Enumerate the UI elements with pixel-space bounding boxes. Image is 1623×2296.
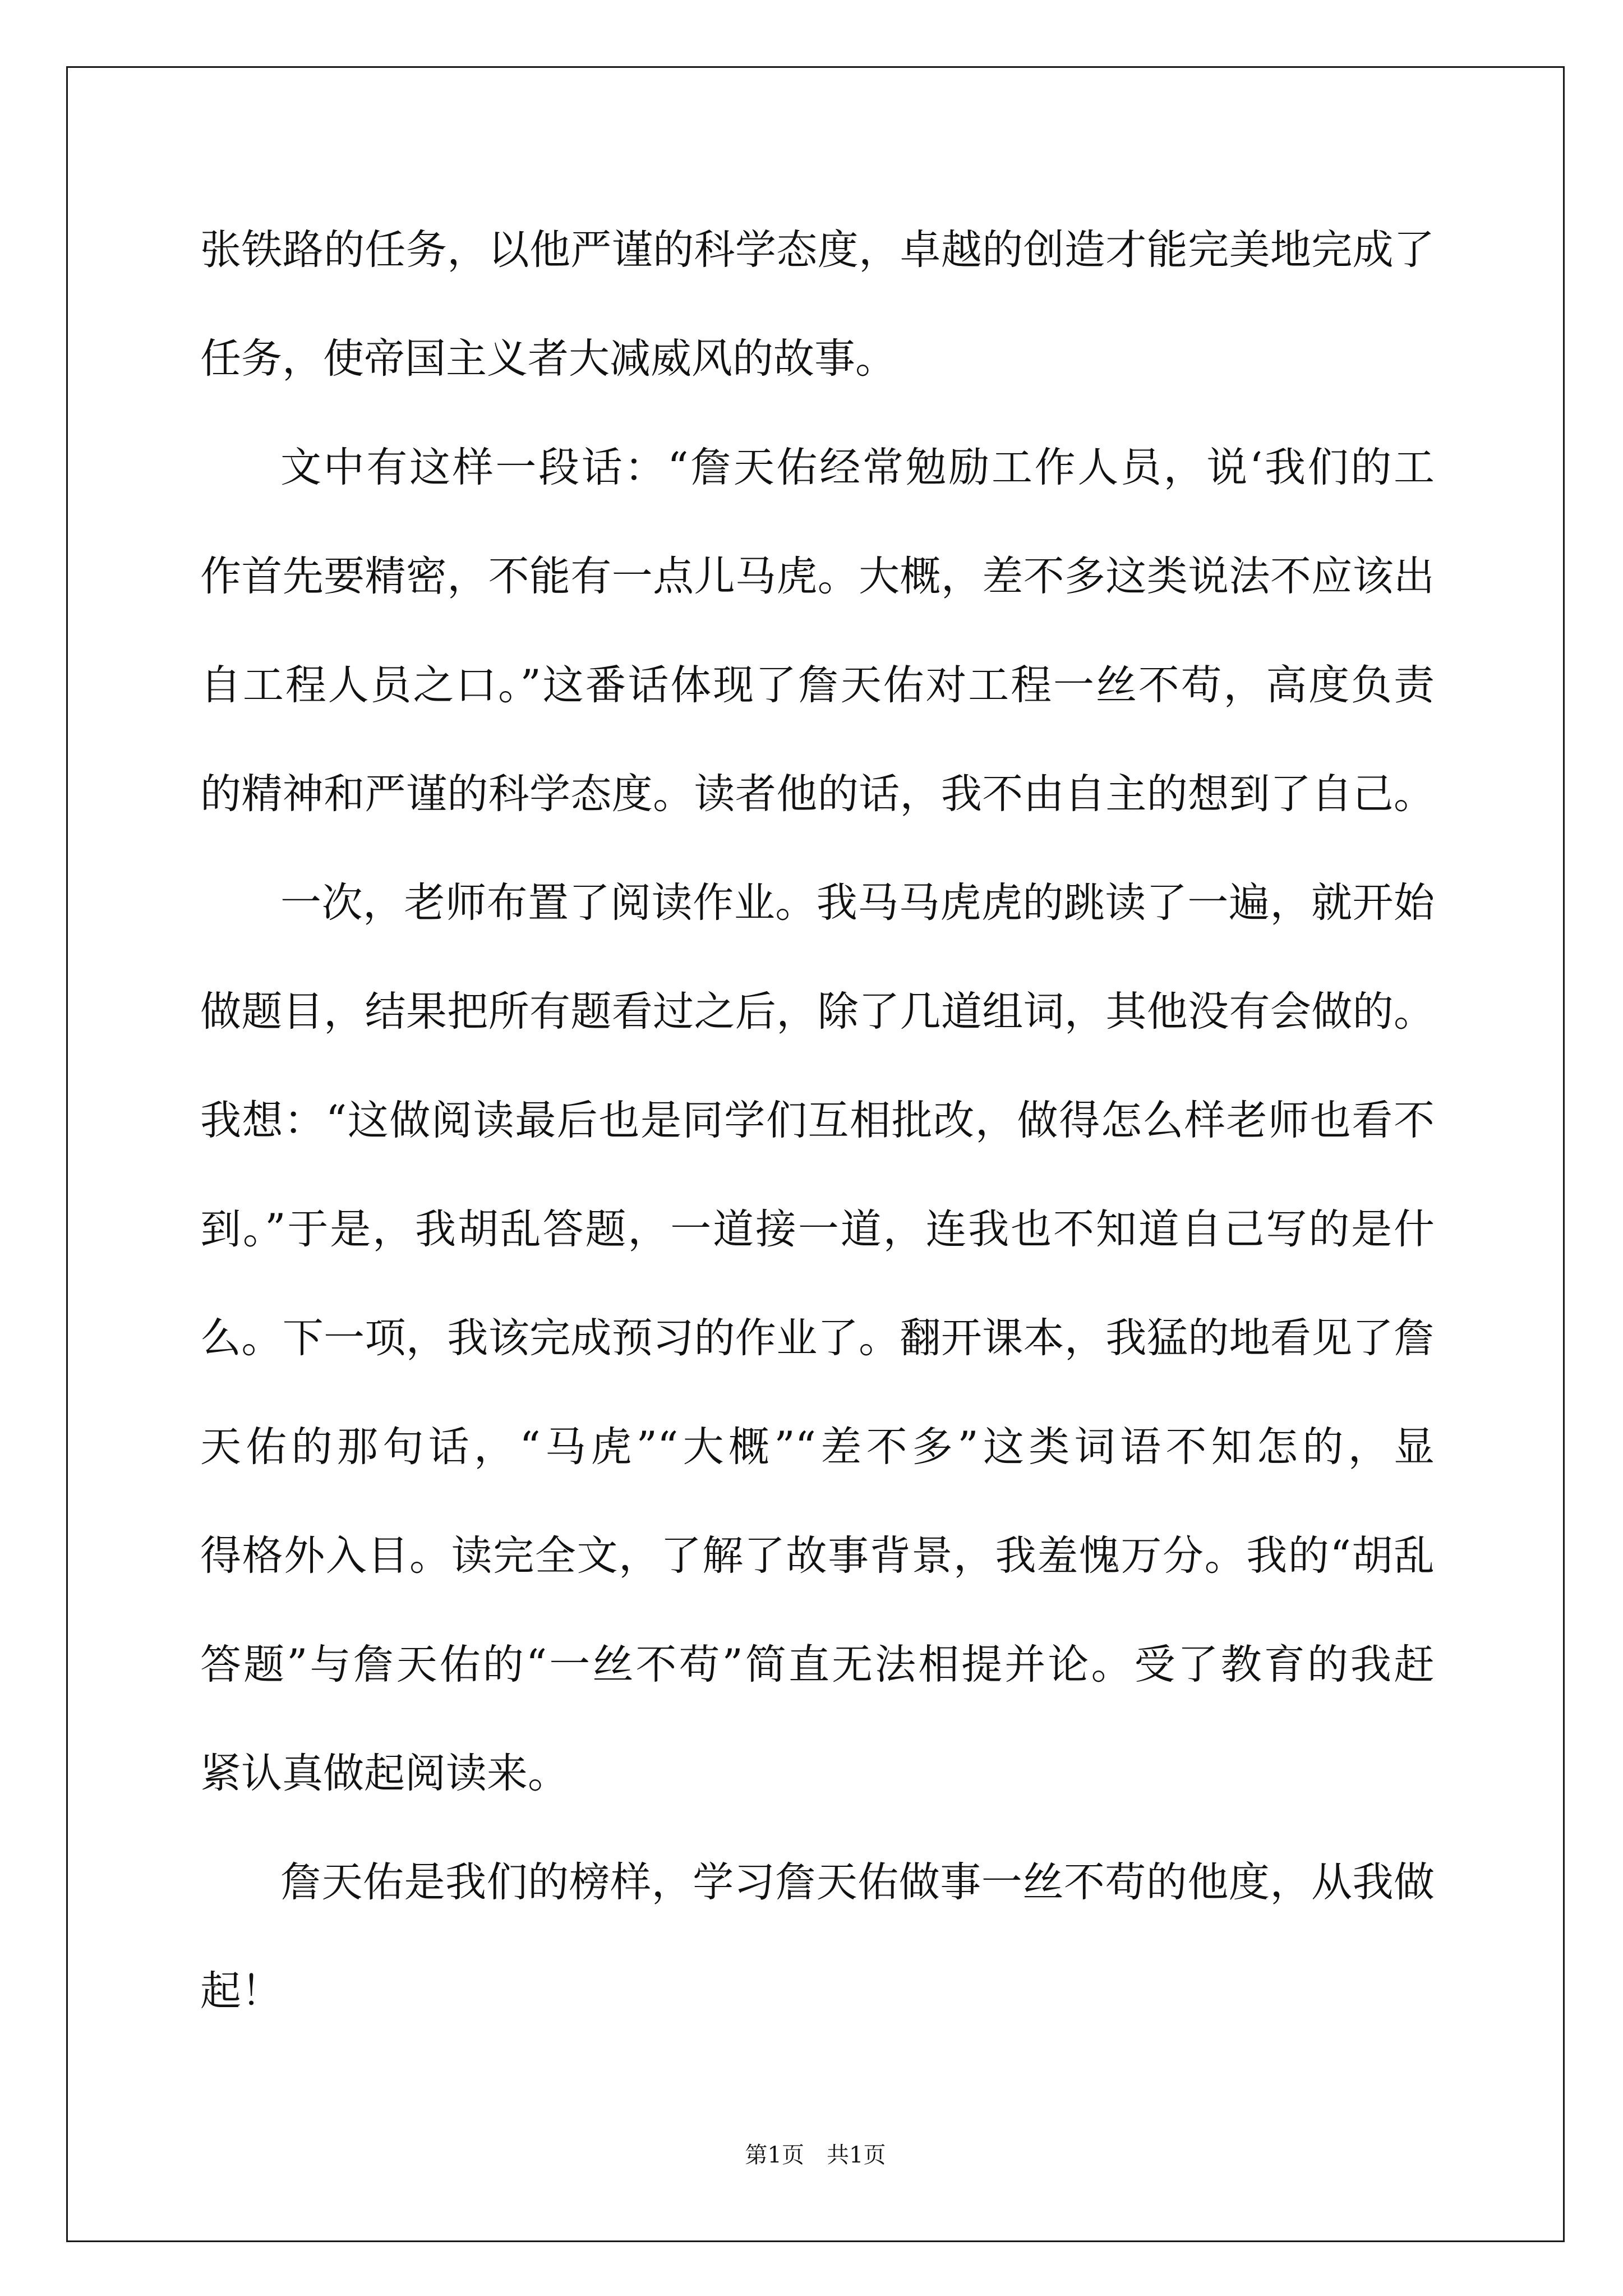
text-line: 到。”于是，我胡乱答题，一道接一道，连我也不知道自己写的是什 bbox=[200, 1205, 1435, 1253]
text-line: 么。下一项，我该完成预习的作业了。翻开课本，我猛的地看见了詹 bbox=[200, 1314, 1435, 1362]
text-line: 张铁路的任务，以他严谨的科学态度，卓越的创造才能完美地完成了 bbox=[200, 226, 1435, 274]
text-line: 作首先要精密，不能有一点儿马虎。大概，差不多这类说法不应该出 bbox=[200, 553, 1435, 600]
text-line: 得格外入目。读完全文，了解了故事背景，我羞愧万分。我的“胡乱 bbox=[200, 1532, 1435, 1580]
page-total: 共1页 bbox=[827, 2142, 886, 2168]
text-line: 做题目，结果把所有题看过之后，除了几道组词，其他没有会做的。 bbox=[200, 988, 1435, 1036]
text-line: 天佑的那句话，“马虎”“大概”“差不多”这类词语不知怎的，显 bbox=[200, 1423, 1435, 1471]
text-line: 起！ bbox=[200, 1967, 282, 2015]
text-line: 紧认真做起阅读来。 bbox=[200, 1750, 569, 1797]
text-line: 任务，使帝国主义者大减威风的故事。 bbox=[200, 335, 896, 383]
text-line: 文中有这样一段话：“詹天佑经常勉励工作人员，说‘我们的工 bbox=[280, 444, 1435, 491]
paragraph bbox=[200, 413, 1435, 849]
paragraph bbox=[200, 849, 1435, 1828]
document-body bbox=[200, 196, 1435, 2046]
paragraph bbox=[200, 196, 1435, 413]
text-line: 一次，老师布置了阅读作业。我马马虎虎的跳读了一遍，就开始 bbox=[280, 879, 1435, 927]
text-line: 詹天佑是我们的榜样，学习詹天佑做事一丝不苟的他度，从我做 bbox=[280, 1858, 1435, 1906]
page-number: 第1页 bbox=[745, 2142, 804, 2168]
paragraph bbox=[200, 1828, 1435, 2046]
text-line: 我想：“这做阅读最后也是同学们互相批改，做得怎么样老师也看不 bbox=[200, 1097, 1435, 1144]
page-footer bbox=[66, 2140, 1565, 2170]
text-line: 自工程人员之口。”这番话体现了詹天佑对工程一丝不苟，高度负责 bbox=[200, 661, 1435, 709]
text-line: 的精神和严谨的科学态度。读者他的话，我不由自主的想到了自己。 bbox=[200, 770, 1435, 818]
text-line: 答题”与詹天佑的“一丝不苟”简直无法相提并论。受了教育的我赶 bbox=[200, 1641, 1435, 1688]
